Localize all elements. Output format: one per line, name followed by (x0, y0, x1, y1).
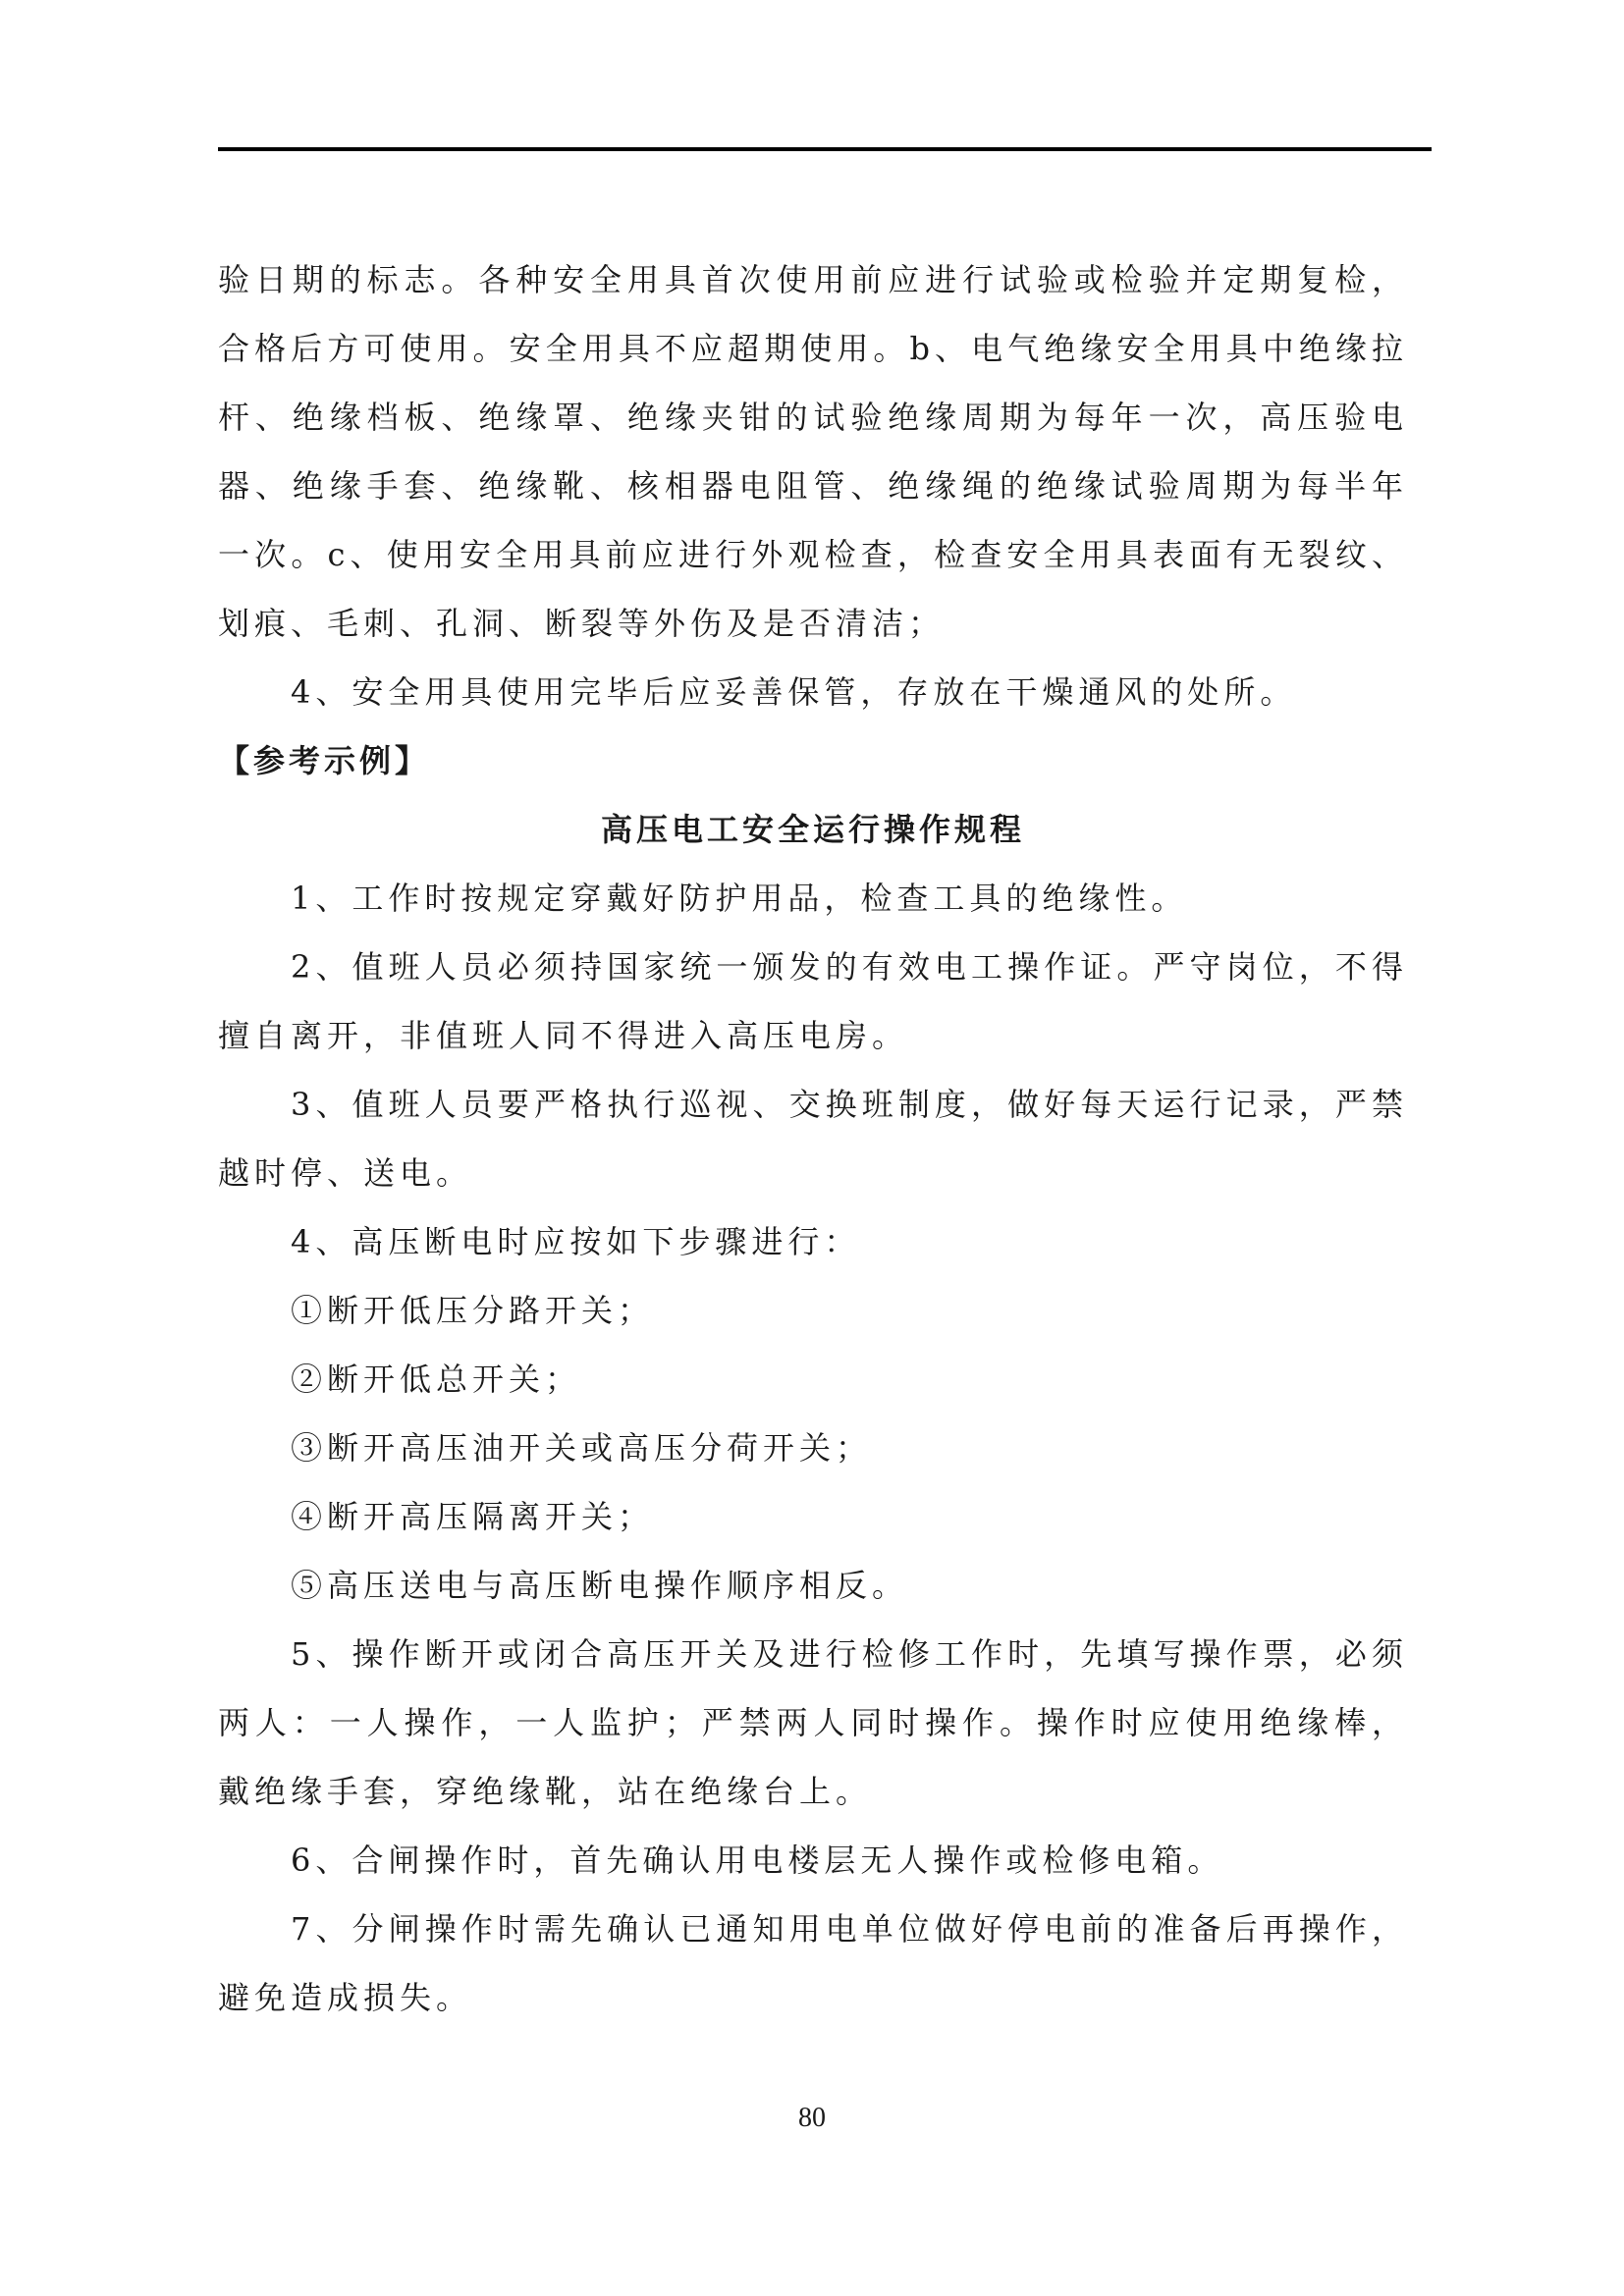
step-item-2: ②断开低总开关； (291, 1361, 582, 1398)
page-number: 80 (798, 2103, 826, 2133)
section-label: 【参考示例】 (218, 742, 431, 779)
rule-item-2: 2、值班人员必须持国家统一颁发的有效电工操作证。严守岗位，不得擅自离开，非值班人同不得进入高压电房。 (218, 948, 1408, 1054)
continued-paragraph: 验日期的标志。各种安全用具首次使用前应进行试验或检验并定期复检，合格后方可使用。安全用具不应超期使用。b、电气绝缘安全用具中绝缘拉杆、绝缘档板、绝缘罩、绝缘夹钳的试验绝缘周期为每年一次，高压验电器、绝缘手套、绝缘靴、核相器电阻管、绝缘绳的绝缘试验周期为每半年一次。c、使用安全用具前应进行外观检查，检查安全用具表面有无裂纹、划痕、毛刺、孔洞、断裂等外伤及是否清洁； (218, 261, 1408, 642)
paragraph-item-4: 4、安全用具使用完毕后应妥善保管，存放在干燥通风的处所。 (291, 673, 1297, 711)
rule-item-4: 4、高压断电时应按如下步骤进行： (291, 1223, 861, 1260)
step-item-1: ①断开低压分路开关； (291, 1292, 655, 1329)
step-item-5: ⑤高压送电与高压断电操作顺序相反。 (291, 1567, 909, 1604)
rule-item-5: 5、操作断开或闭合高压开关及进行检修工作时，先填写操作票，必须两人：一人操作，一人监护；严禁两人同时操作。操作时应使用绝缘棒，戴绝缘手套，穿绝缘靴，站在绝缘台上。 (218, 1635, 1408, 1810)
rule-item-6: 6、合闸操作时，首先确认用电楼层无人操作或检修电箱。 (291, 1842, 1224, 1879)
step-item-4: ④断开高压隔离开关； (291, 1498, 655, 1535)
rule-item-1: 1、工作时按规定穿戴好防护用品，检查工具的绝缘性。 (291, 880, 1188, 917)
rule-item-7: 7、分闸操作时需先确认已通知用电单位做好停电前的准备后再操作，避免造成损失。 (218, 1910, 1408, 2016)
procedure-title: 高压电工安全运行操作规程 (600, 811, 1025, 848)
rule-item-3: 3、值班人员要严格执行巡视、交换班制度，做好每天运行记录，严禁越时停、送电。 (218, 1086, 1408, 1192)
step-item-3: ③断开高压油开关或高压分荷开关； (291, 1429, 873, 1467)
header-rule (218, 147, 1432, 151)
body-text (218, 245, 1408, 2032)
